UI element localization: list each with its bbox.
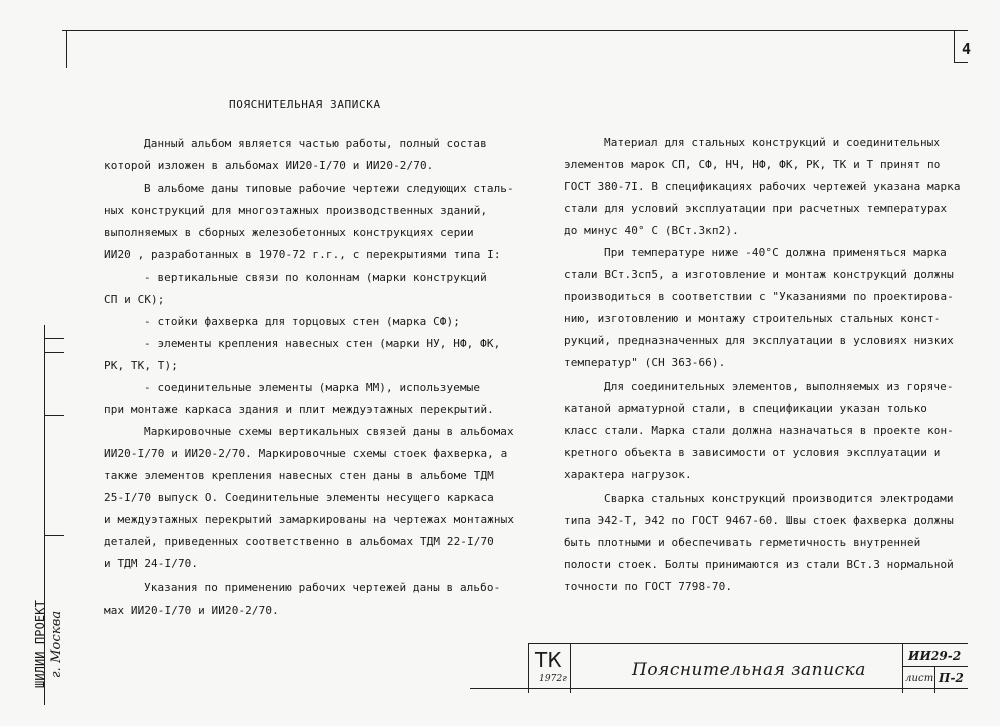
text-line: - стойки фахверка для торцовых стен (марка СФ);	[144, 315, 460, 328]
text-line: рукций, предназначенных для эксплуатации в условиях низких	[564, 334, 954, 347]
frame-top-line	[62, 30, 968, 31]
text-line: катаной арматурной стали, в спецификации указан только	[564, 402, 928, 415]
text-line: полости стоек. Болты принимаются из стали ВСт.3 нормальной	[564, 558, 954, 571]
text-line: элементов марок СП, СФ, НЧ, НФ, ФК, РК, ТК и Т принят по	[564, 158, 941, 171]
text-line: Маркировочные схемы вертикальных связей даны в альбомах	[144, 425, 514, 438]
text-line: и междуэтажных перекрытий замаркированы на чертежах монтажных	[104, 513, 515, 526]
stamp-title: Пояснительная записка	[632, 660, 866, 680]
text-line: Указания по применению рабочих чертежей даны в альбо-	[144, 581, 501, 594]
text-line: Для соединительных элементов, выполняемых из горяче-	[604, 380, 954, 393]
text-line: также элементов крепления навесных стен даны в альбоме ТДМ	[104, 469, 494, 482]
text-line: - элементы крепления навесных стен (марки НУ, НФ, ФК,	[144, 337, 501, 350]
text-line: деталей, приведенных соответственно в альбомах ТДМ 22-I/70	[104, 535, 494, 548]
text-line: - соединительные элементы (марка ММ), используемые	[144, 381, 481, 394]
text-line: ИИ20 , разработанных в 1970-72 г.г., с перекрытиями типа I:	[104, 248, 501, 261]
text-line: ГОСТ 380-7I. В спецификациях рабочих чертежей указана марка	[564, 180, 961, 193]
stamp-series: ИИ29-2	[908, 649, 962, 663]
binding-tick	[44, 338, 64, 339]
side-stamp-org: ШИЛИИ ПРОЕКТ	[33, 600, 47, 688]
text-line: кретного объекта в зависимости от условия эксплуатации и	[564, 446, 941, 459]
text-line: и ТДМ 24-I/70.	[104, 557, 199, 570]
side-stamp-city: г. Москва	[49, 610, 64, 678]
text-line: СП и СК);	[104, 293, 165, 306]
logo-divider	[570, 643, 571, 693]
text-line: Сварка стальных конструкций производится электродами	[604, 492, 954, 505]
stamp-sheet-value: П-2	[939, 671, 964, 685]
text-line: выполняемых в сборных железобетонных конструкциях серии	[104, 226, 474, 239]
text-line: При температуре ниже -40°С должна применяться марка	[604, 246, 947, 259]
bottom-rule	[470, 688, 968, 689]
sheet-number: 4	[962, 40, 972, 58]
text-line: стали ВСт.3сп5, а изготовление и монтаж конструкций должны	[564, 268, 954, 281]
sheet-number-box-left	[954, 30, 955, 62]
text-line: ИИ20-I/70 и ИИ20-2/70. Маркировочные схемы стоек фахверка, а	[104, 447, 508, 460]
text-line: Данный альбом является частью работы, полный состав	[144, 137, 487, 150]
binding-tick	[44, 535, 64, 536]
series-divider	[902, 643, 903, 693]
stamp-sheet-label: лист	[905, 673, 934, 684]
text-line: - вертикальные связи по колоннам (марки конструкций	[144, 271, 487, 284]
stamp-logo: ТК	[535, 648, 562, 672]
text-line: стали для условий эксплуатации при расчетных температурах	[564, 202, 948, 215]
text-line: нию, изготовлению и монтажу строительных стальных конст-	[564, 312, 941, 325]
text-line: при монтаже каркаса здания и плит междуэтажных перекрытий.	[104, 403, 494, 416]
text-line: производиться в соответствии с "Указаниями по проектирова-	[564, 290, 954, 303]
text-line: которой изложен в альбомах ИИ20-I/70 и ИИ20-2/70.	[104, 159, 434, 172]
page-title: ПОЯСНИТЕЛЬНАЯ ЗАПИСКА	[229, 98, 381, 111]
stamp-logo-year: 1972г	[539, 674, 567, 684]
title-block-left	[528, 643, 529, 693]
binding-tick	[44, 352, 64, 353]
text-line: быть плотными и обеспечивать герметичность внутренней	[564, 536, 921, 549]
series-row-divider	[902, 666, 968, 667]
text-line: типа Э42-Т, Э42 по ГОСТ 9467-60. Швы стоек фахверка должны	[564, 514, 954, 527]
binding-tick	[44, 415, 64, 416]
text-line: Материал для стальных конструкций и соединительных	[604, 136, 941, 149]
text-line: характера нагрузок.	[564, 468, 692, 481]
text-line: РК, ТК, Т);	[104, 359, 178, 372]
text-line: до минус 40° С (ВСт.3кп2).	[564, 224, 739, 237]
text-line: 25-I/70 выпуск О. Соединительные элементы несущего каркаса	[104, 491, 494, 504]
sheet-number-box-bottom	[954, 62, 968, 63]
text-line: температур" (СН 363-66).	[564, 356, 726, 369]
text-line: В альбоме даны типовые рабочие чертежи следующих сталь-	[144, 182, 514, 195]
text-line: мах ИИ20-I/70 и ИИ20-2/70.	[104, 604, 279, 617]
frame-left-line	[66, 30, 67, 68]
text-line: класс стали. Марка стали должна назначаться в проекте кон-	[564, 424, 954, 437]
text-line: ных конструкций для многоэтажных производственных зданий,	[104, 204, 488, 217]
text-line: точности по ГОСТ 7798-70.	[564, 580, 733, 593]
